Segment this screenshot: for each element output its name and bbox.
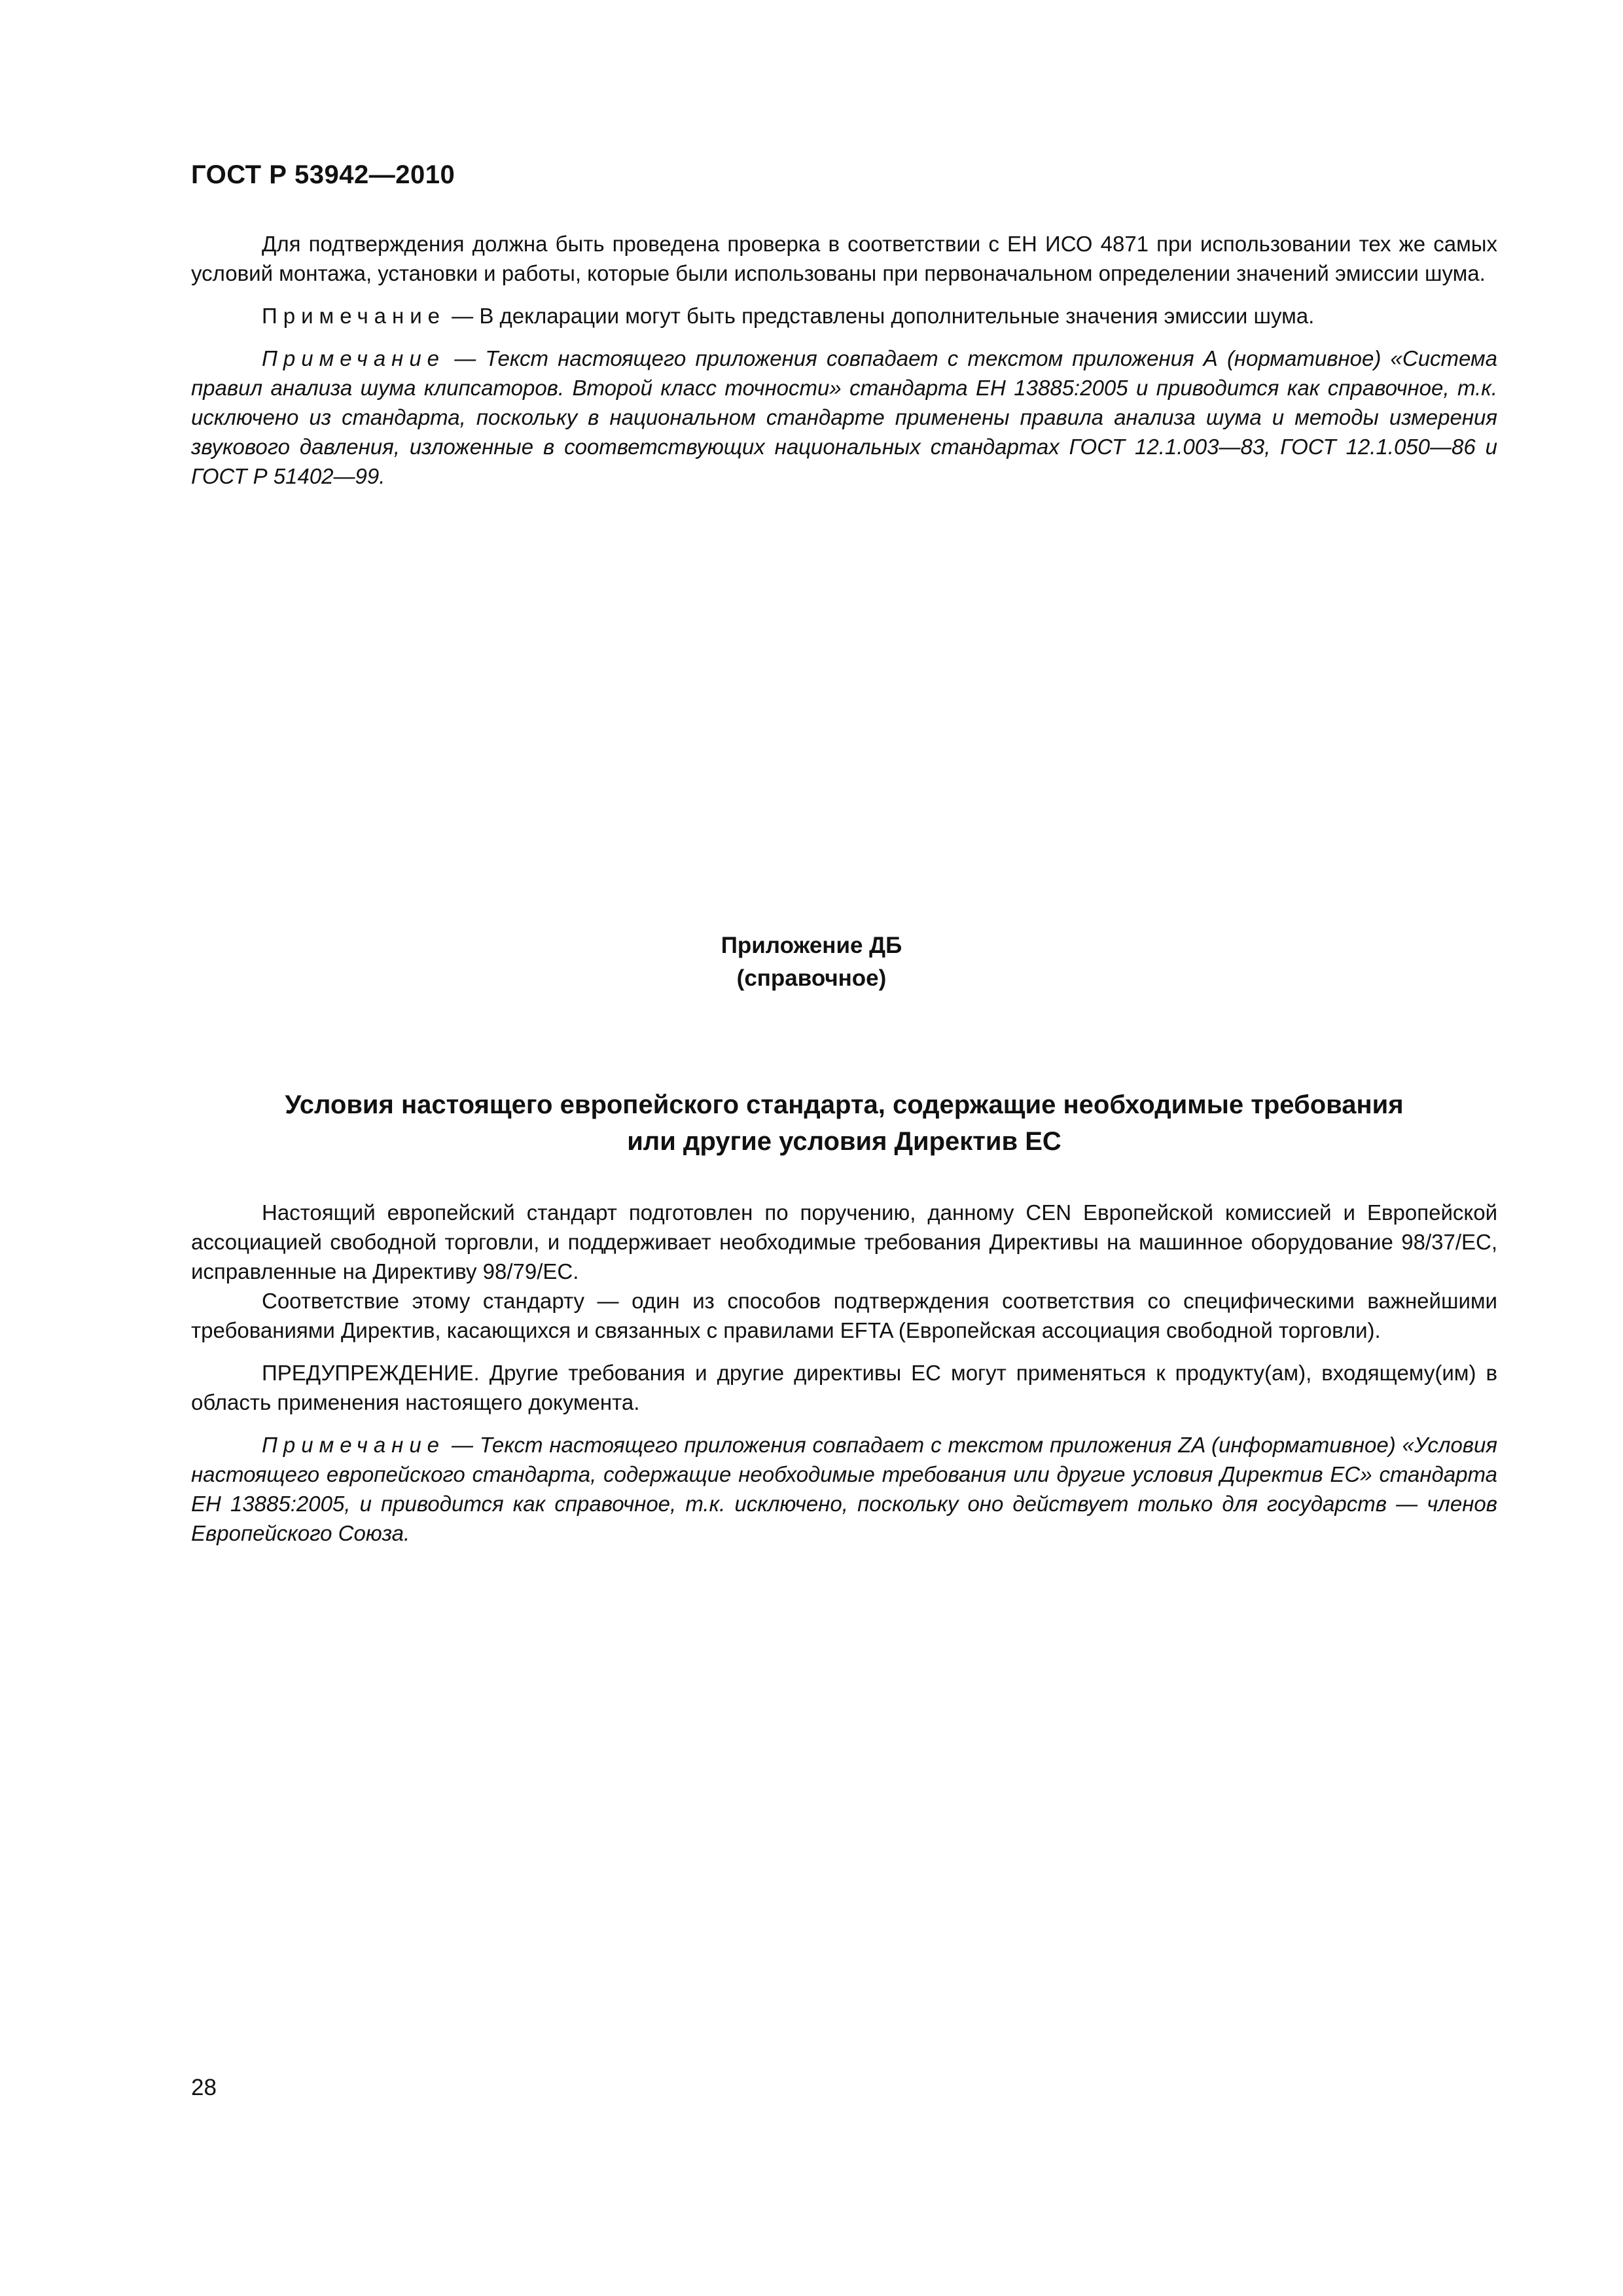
note-text: — В декларации могут быть представлены дополнительные значения эмиссии шума.	[446, 304, 1315, 328]
note-label: Примечание	[262, 1433, 446, 1457]
document-header-id: ГОСТ Р 53942—2010	[191, 160, 455, 189]
annex-heading	[0, 929, 1623, 995]
annex-title-line-2: или другие условия Директив ЕС	[627, 1127, 1061, 1156]
note-annex-za	[191, 1430, 1497, 1548]
note-label: Примечание	[262, 304, 446, 328]
note-text: — Текст настоящего приложения совпадает с текстом приложения ZA (информативное) «Условия настоящего европейского стандарта, содержащие необходимые требования или другие условия Директив ЕС» стандарта ЕН 13885:2005, и приводится как справочное, т.к. исключено, поскольку оно действует только для государств — членов Европейского Союза.	[191, 1433, 1497, 1545]
annex-title	[191, 1086, 1497, 1160]
annex-label: Приложение ДБ	[721, 933, 902, 958]
section-verification	[191, 229, 1497, 491]
annex-title-line-1: Условия настоящего европейского стандарта, содержащие необходимые требования	[285, 1090, 1404, 1119]
paragraph-verification: Для подтверждения должна быть проведена проверка в соответствии с ЕН ИСО 4871 при использовании тех же самых условий монтажа, установки и работы, которые были использованы при первоначальном определении значений эмиссии шума.	[191, 232, 1497, 285]
note-declaration	[191, 301, 1497, 331]
note-text: — Текст настоящего приложения совпадает с текстом приложения А (нормативное) «Система правил анализа шума клипсаторов. Второй класс точности» стандарта ЕН 13885:2005 и приводится как справочное, т.к. исключено из стандарта, поскольку в национальном стандарте применены правила анализа шума и методы измерения звукового давления, изложенные в соответствующих национальных стандартах ГОСТ 12.1.003—83, ГОСТ 12.1.050—86 и ГОСТ Р 51402—99.	[191, 346, 1497, 488]
annex-kind: (справочное)	[736, 965, 887, 991]
note-annex-a	[191, 344, 1497, 491]
note-label: Примечание	[262, 346, 446, 370]
paragraph-warning: ПРЕДУПРЕЖДЕНИЕ. Другие требования и другие директивы ЕС могут применяться к продукту(ам), входящему(им) в область применения настоящего документа.	[191, 1361, 1497, 1414]
section-directives	[191, 1198, 1497, 1548]
page-number: 28	[191, 2075, 217, 2100]
paragraph-mandate: Настоящий европейский стандарт подготовлен по поручению, данному CEN Европейской комиссией и Европейской ассоциацией свободной торговли, и поддерживает необходимые требования Директивы на машинное оборудование 98/37/ЕС, исправленные на Директиву 98/79/ЕС.	[191, 1200, 1497, 1283]
paragraph-conformity: Соответствие этому стандарту — один из способов подтверждения соответствия со специфическими важнейшими требованиями Директив, касающихся и связанных с правилами EFTA (Европейская ассоциация свободной торговли).	[191, 1289, 1497, 1342]
